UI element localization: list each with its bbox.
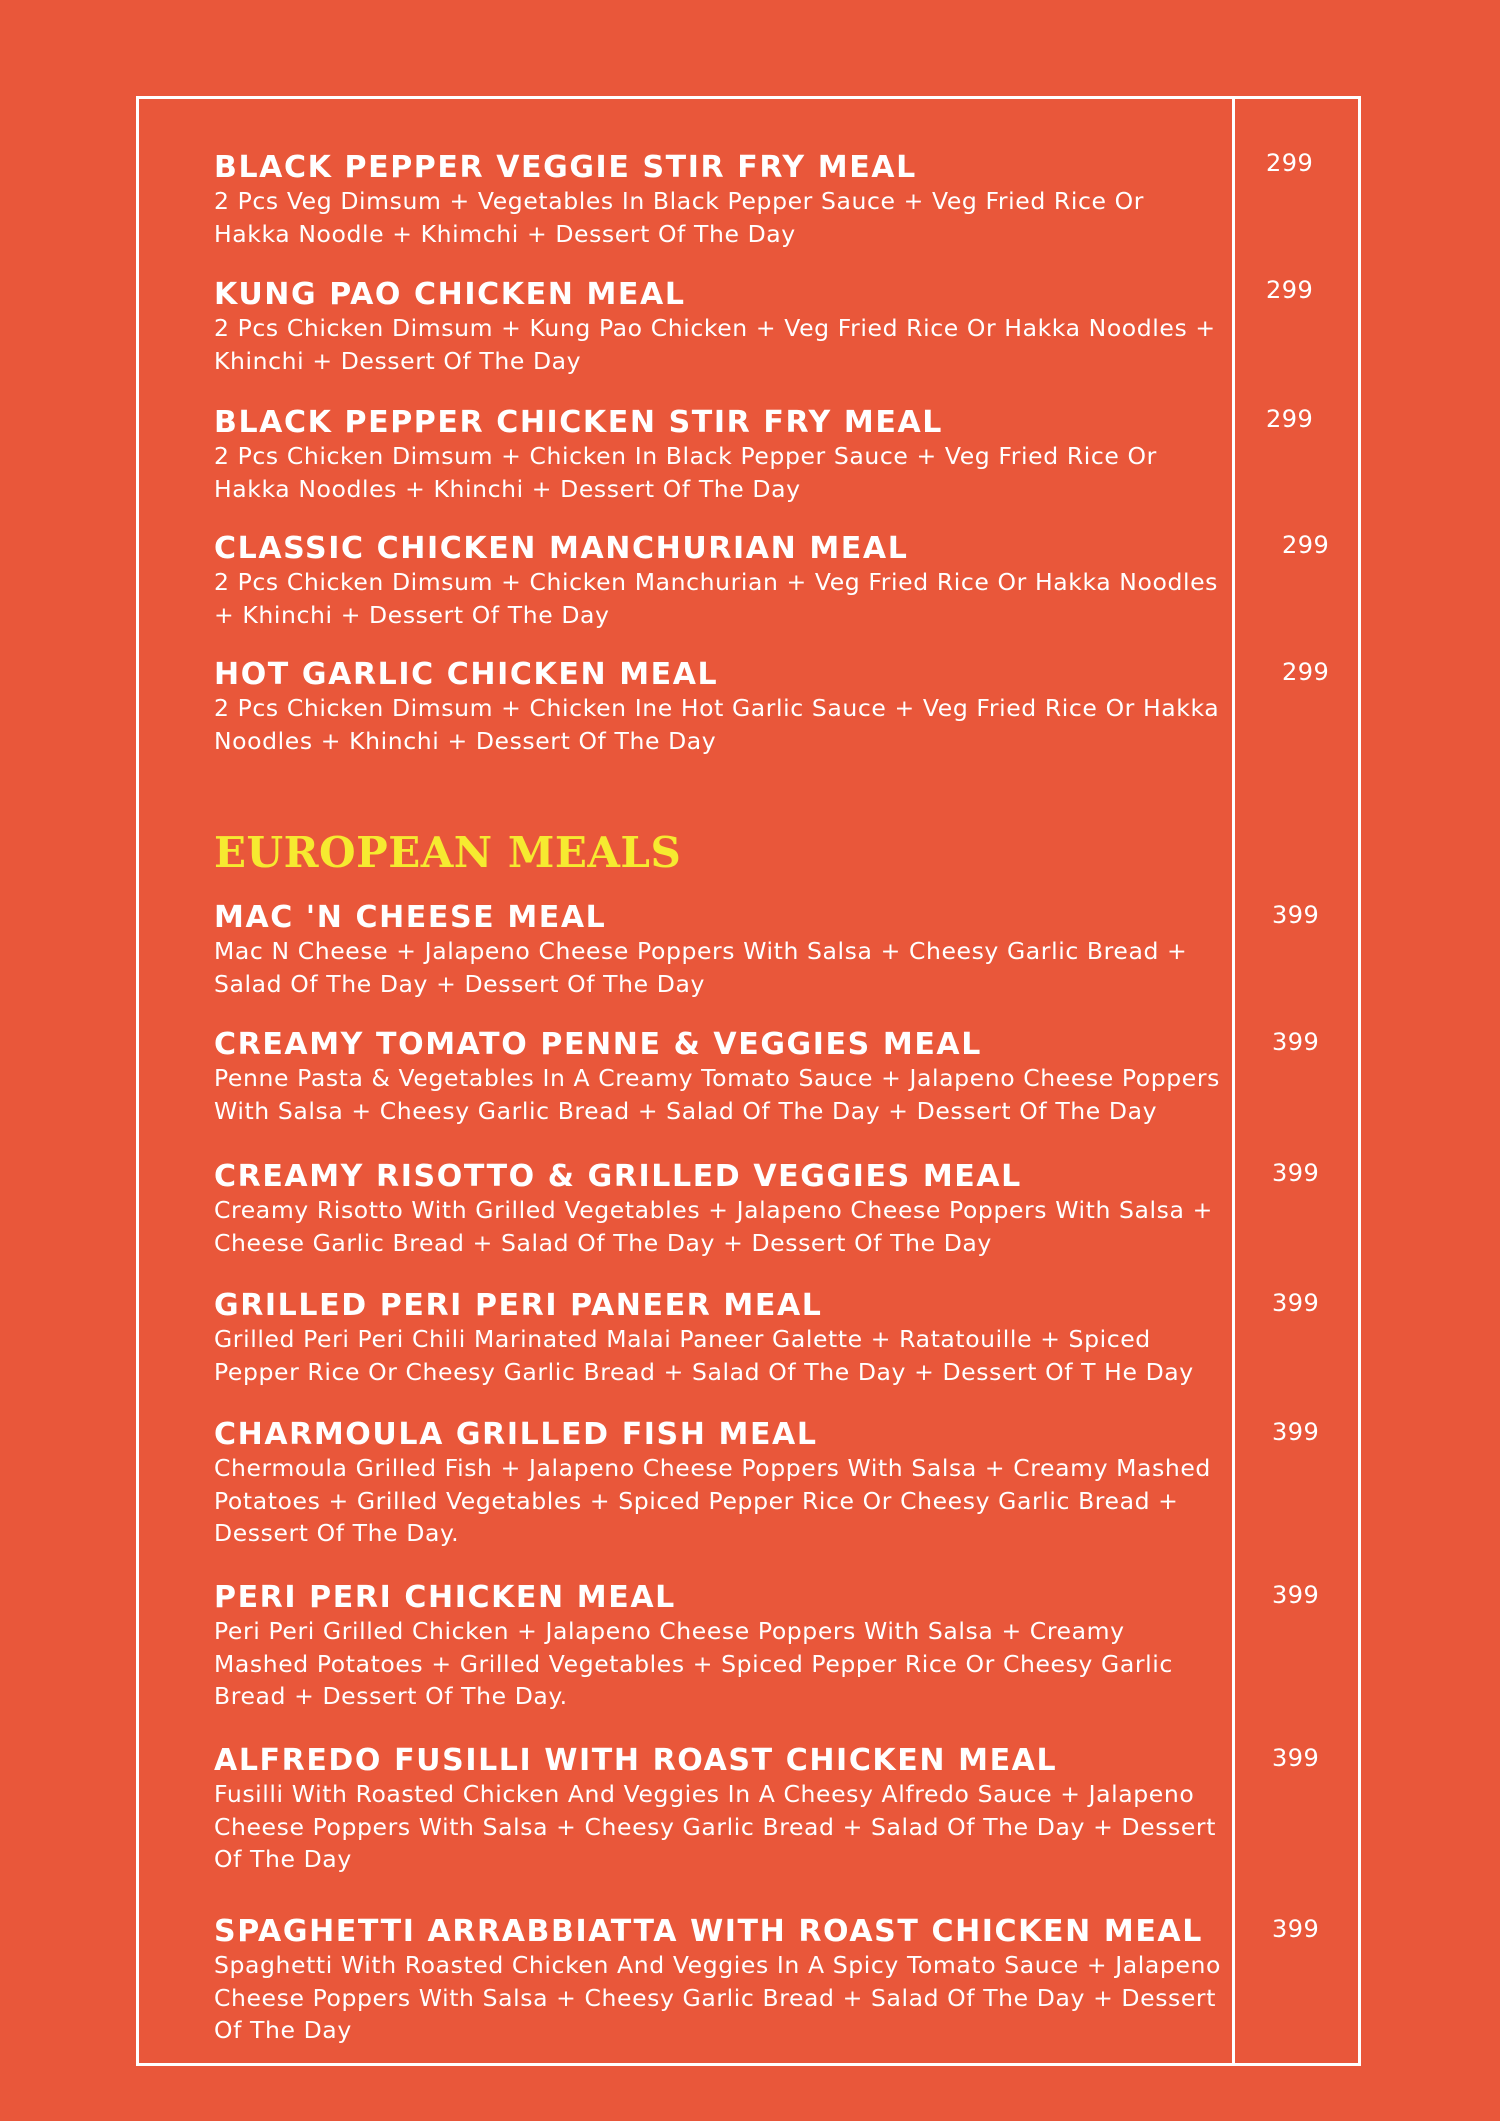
menu-item-description: Spaghetti With Roasted Chicken And Veggies In A Spicy Tomato Sauce + Jalapeno Cheese Poppers With Salsa + Cheesy Garlic Bread + Salad Of The Day + Dessert Of The Day — [214, 1951, 1221, 2044]
menu-item-name: CHARMOULA GRILLED FISH MEAL — [214, 1417, 818, 1452]
menu-item — [214, 1914, 1224, 2047]
menu-item-price: 399 — [1272, 1159, 1320, 1187]
menu-item-description: Creamy Risotto With Grilled Vegetables + Jalapeno Cheese Poppers With Salsa + Cheese Garlic Bread + Salad Of The Day + Dessert Of The Day — [214, 1196, 1213, 1257]
menu-item — [214, 657, 1224, 757]
menu-item-price: 399 — [1272, 1289, 1320, 1317]
menu-item-price: 299 — [1266, 405, 1314, 433]
menu-item-name: ALFREDO FUSILLI WITH ROAST CHICKEN MEAL — [214, 1743, 1058, 1778]
menu-item-description: 2 Pcs Chicken Dimsum + Kung Pao Chicken + Veg Fried Rice Or Hakka Noodles + Khinchi + Dessert Of The Day — [214, 314, 1216, 375]
menu-item-price: 399 — [1272, 901, 1320, 929]
menu-item — [214, 531, 1224, 631]
menu-item-description: Penne Pasta & Vegetables In A Creamy Tomato Sauce + Jalapeno Cheese Poppers With Salsa + Cheesy Garlic Bread + Salad Of The Day + Dessert Of The Day — [214, 1064, 1220, 1125]
menu-item-name: GRILLED PERI PERI PANEER MEAL — [214, 1288, 823, 1323]
menu-item — [214, 1417, 1224, 1550]
menu-item — [214, 1580, 1224, 1713]
menu-item-description: Fusilli With Roasted Chicken And Veggies In A Cheesy Alfredo Sauce + Jalapeno Cheese Poppers With Salsa + Cheesy Garlic Bread + Salad Of The Day + Dessert Of The Day — [214, 1780, 1217, 1873]
menu-item-price: 299 — [1266, 149, 1314, 177]
menu-item-price: 399 — [1272, 1418, 1320, 1446]
menu-item-name: CREAMY TOMATO PENNE & VEGGIES MEAL — [214, 1027, 982, 1062]
menu-item — [214, 150, 1224, 250]
menu-item-name: BLACK PEPPER CHICKEN STIR FRY MEAL — [214, 405, 943, 440]
menu-item-price: 299 — [1266, 276, 1314, 304]
price-column-divider — [1232, 96, 1235, 2066]
menu-item — [214, 900, 1224, 1000]
menu-item — [214, 1027, 1224, 1127]
menu-item-name: SPAGHETTI ARRABBIATTA WITH ROAST CHICKEN MEAL — [214, 1914, 1203, 1949]
menu-item-price: 399 — [1272, 1581, 1320, 1609]
menu-item-name: MAC 'N CHEESE MEAL — [214, 900, 607, 935]
menu-item-description: 2 Pcs Chicken Dimsum + Chicken In Black Pepper Sauce + Veg Fried Rice Or Hakka Noodles + Khinchi + Dessert Of The Day — [214, 442, 1157, 503]
menu-item-description: Peri Peri Grilled Chicken + Jalapeno Cheese Poppers With Salsa + Creamy Mashed Potatoes + Grilled Vegetables + Spiced Pepper Rice Or Cheesy Garlic Bread + Dessert Of The Day. — [214, 1617, 1173, 1710]
menu-item — [214, 1288, 1224, 1388]
menu-item-name: BLACK PEPPER VEGGIE STIR FRY MEAL — [214, 150, 917, 185]
menu-item-price: 299 — [1282, 658, 1330, 686]
menu-item-description: Grilled Peri Peri Chili Marinated Malai Paneer Galette + Ratatouille + Spiced Pepper Rice Or Cheesy Garlic Bread + Salad Of The Day + Dessert Of T He Day — [214, 1325, 1194, 1386]
menu-item-name: CLASSIC CHICKEN MANCHURIAN MEAL — [214, 531, 909, 566]
menu-item-price: 399 — [1272, 1915, 1320, 1943]
menu-item-description: 2 Pcs Chicken Dimsum + Chicken Ine Hot Garlic Sauce + Veg Fried Rice Or Hakka Noodles + Khinchi + Dessert Of The Day — [214, 694, 1220, 755]
menu-item — [214, 277, 1224, 377]
menu-item-name: CREAMY RISOTTO & GRILLED VEGGIES MEAL — [214, 1159, 1022, 1194]
menu-item-description: 2 Pcs Chicken Dimsum + Chicken Manchurian + Veg Fried Rice Or Hakka Noodles + Khinchi + Dessert Of The Day — [214, 568, 1218, 629]
menu-item-name: HOT GARLIC CHICKEN MEAL — [214, 657, 719, 692]
menu-item-price: 299 — [1282, 531, 1330, 559]
section-title: EUROPEAN MEALS — [214, 828, 682, 877]
menu-item-price: 399 — [1272, 1744, 1320, 1772]
menu-item — [214, 405, 1224, 505]
menu-item — [214, 1159, 1224, 1259]
menu-item-description: Mac N Cheese + Jalapeno Cheese Poppers With Salsa + Cheesy Garlic Bread + Salad Of The Day + Dessert Of The Day — [214, 937, 1188, 998]
menu-item-name: PERI PERI CHICKEN MEAL — [214, 1580, 676, 1615]
menu-item-description: Chermoula Grilled Fish + Jalapeno Cheese Poppers With Salsa + Creamy Mashed Potatoes + Grilled Vegetables + Spiced Pepper Rice Or Cheesy Garlic Bread + Dessert Of The Day. — [214, 1454, 1211, 1547]
menu-item — [214, 1743, 1224, 1876]
menu-item-name: KUNG PAO CHICKEN MEAL — [214, 277, 686, 312]
menu-item-price: 399 — [1272, 1028, 1320, 1056]
menu-item-description: 2 Pcs Veg Dimsum + Vegetables In Black Pepper Sauce + Veg Fried Rice Or Hakka Noodle + Khimchi + Dessert Of The Day — [214, 187, 1144, 248]
